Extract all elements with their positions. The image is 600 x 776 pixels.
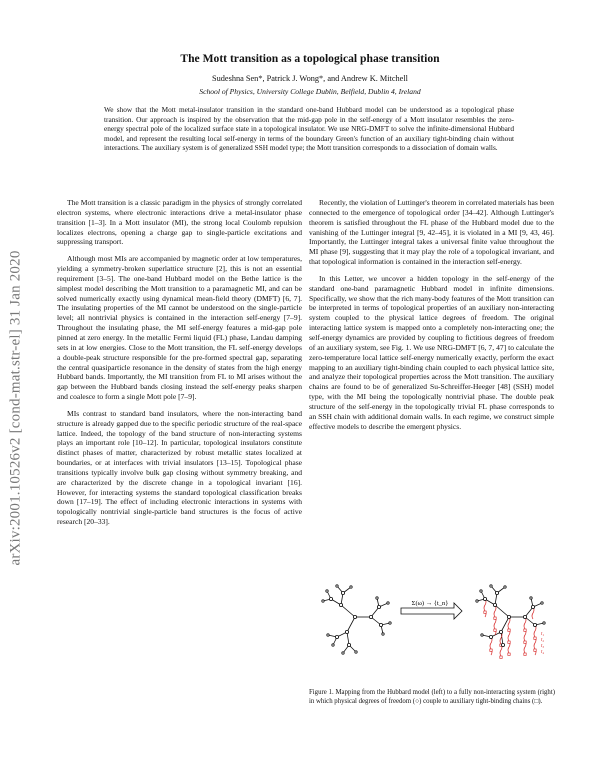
affiliation: School of Physics, University College Dublin, Belfield, Dublin 4, Ireland <box>199 87 421 96</box>
chain-label-t1: t₁ <box>541 632 545 637</box>
figure-1 <box>309 577 555 665</box>
body-paragraph: The Mott transition is a classic paradigm in the physics of strongly correlated electron systems, where electronic interactions drive a metal-insulator phase transition [1–3]. In a Mott insulator (MI), the strong local Coulomb repulsion localizes electrons, opening a charge gap to single-particle excitations and suppressing transport. <box>57 198 302 247</box>
author-list: Sudeshna Sen*, Patrick J. Wong*, and Andrew K. Mitchell <box>212 74 408 83</box>
mapping-label: Σ(ω) → {t_n} <box>411 600 449 607</box>
figure-caption: Figure 1. Mapping from the Hubbard model (left) to a fully non-interacting system (right) in which physical degrees of freedom (○) couple to auxiliary tight-binding chains (□). <box>309 689 555 705</box>
chain-label-t2: t₂ <box>541 638 545 643</box>
body-paragraph: Recently, the violation of Luttinger's theorem in correlated materials has been connected to the emergence of topological order [34–42]. Although Luttinger's theorem is satisfied throughout the FL phase of the Hubbard model due to the vanishing of the Luttinger integral [9, 42–45], it is violated in a MI [9, 43, 46]. Importantly, the Luttinger integral takes a universal finite value throughout the MI phase [9], suggesting that it may play the role of a topological invariant, and that topological information is contained in the interaction self-energy. <box>309 198 554 267</box>
lattice-mapping-diagram <box>309 577 555 665</box>
arxiv-stamp <box>2 200 30 615</box>
abstract: We show that the Mott metal-insulator transition in the standard one-band Hubbard model can be understood as a topological phase transition. Our approach is inspired by the observation that the mid-gap pole in the self-energy of a Mott insulator resembles the zero-energy spectral pole of the localized surface state in a topological insulator. We use NRG-DMFT to solve the infinite-dimensional Hubbard model, and represent the resulting local self-energy in terms of the boundary Green's function of an auxiliary tight-binding chain without interactions. The auxiliary system is of generalized SSH model type; the Mott transition corresponds to a dissociation of domain walls. <box>104 105 514 153</box>
right-column <box>309 198 554 438</box>
auxiliary-chain-diagram <box>476 585 545 659</box>
paper-title: The Mott transition as a topological phase transition <box>180 52 440 65</box>
chain-label-t4: t₄ <box>541 650 545 655</box>
mapping-arrow <box>401 600 462 619</box>
body-paragraph: In this Letter, we uncover a hidden topology in the self-energy of the standard one-band paramagnetic Hubbard model in infinite dimensions. Specifically, we show that the rich many-body features of the Mott transition can be interpreted in terms of topological properties of an auxiliary non-interacting system coupled to the physical lattice degrees of freedom. The original interacting lattice system is mapped onto a completely non-interacting one; the self-energy dynamics are provided by coupling to fictitious degrees of freedom of an auxiliary system, see Fig. 1. We use NRG-DMFT [6, 7, 47] to calculate the zero-temperature local lattice self-energy numerically exactly, perform the exact mapping to an auxiliary tight-binding chain coupled to each physical lattice site, and analyze their topological properties across the Mott transition. The auxiliary chains are found to be of generalized Su-Schreiffer-Heeger [48] (SSH) model type, with the MI being the topologically nontrivial phase. The double peak structure of the self-energy in the topologically trivial FL phase corresponds to an SSH chain with additional domain walls. In each regime, we construct simple effective models to describe the emergent physics. <box>309 273 554 431</box>
body-paragraph: MIs contrast to standard band insulators, where the non-interacting band structure is already gapped due to the specific periodic structure of the real-space lattice. Indeed, the topology of the band structure of non-interacting systems plays an important role [10–12]. In particular, topological insulators constitute distinct phases of matter, characterized by robust metallic states localized at boundaries, or at interfaces with trivial insulators [13–15]. Topological phase transitions typically involve bulk gap closing without symmetry breaking, and are characterized by the discrete change in a topological invariant [16]. However, for interacting systems the standard topological classification breaks down [17–19]. The effect of including electronic interactions in systems with topologically nontrivial single-particle band structures is the focus of active research [20–33]. <box>57 408 302 527</box>
body-paragraph: Although most MIs are accompanied by magnetic order at low temperatures, yielding a symmetry-broken superlattice structure [2], this is not an essential requirement [3–5]. The one-band Hubbard model on the Bethe lattice is the simplest model describing the Mott transition to a paramagnetic MI, and can be solved numerically exactly using dynamical mean-field theory (DMFT) [6, 7]. The insulating properties of the MI cannot be understood on the single-particle level; all nontrivial physics is contained in the interaction self-energy [7–9]. Throughout the insulating phase, the MI self-energy features a mid-gap pole pinned at zero energy. In the metallic Fermi liquid (FL) phase, Landau damping sets in at low energies. Close to the Mott transition, the FL self-energy develops a double-peak structure responsible for the pre-formed spectral gap, separating the central quasiparticle resonance in the density of states from the high energy Hubbard bands. Importantly, the MI transition from FL to MI arises without the gap between the Hubbard bands closing instead the self-energy peaks sharpen and coalesce to form a single Mott pole [7–9]. <box>57 254 302 402</box>
bethe-lattice-diagram <box>322 585 391 654</box>
arxiv-identifier: arXiv:2001.10526v2 [cond-mat.str-el] 31 Jan 2020 <box>7 249 24 566</box>
left-column <box>57 198 302 534</box>
chain-label-t3: t₃ <box>541 644 545 649</box>
